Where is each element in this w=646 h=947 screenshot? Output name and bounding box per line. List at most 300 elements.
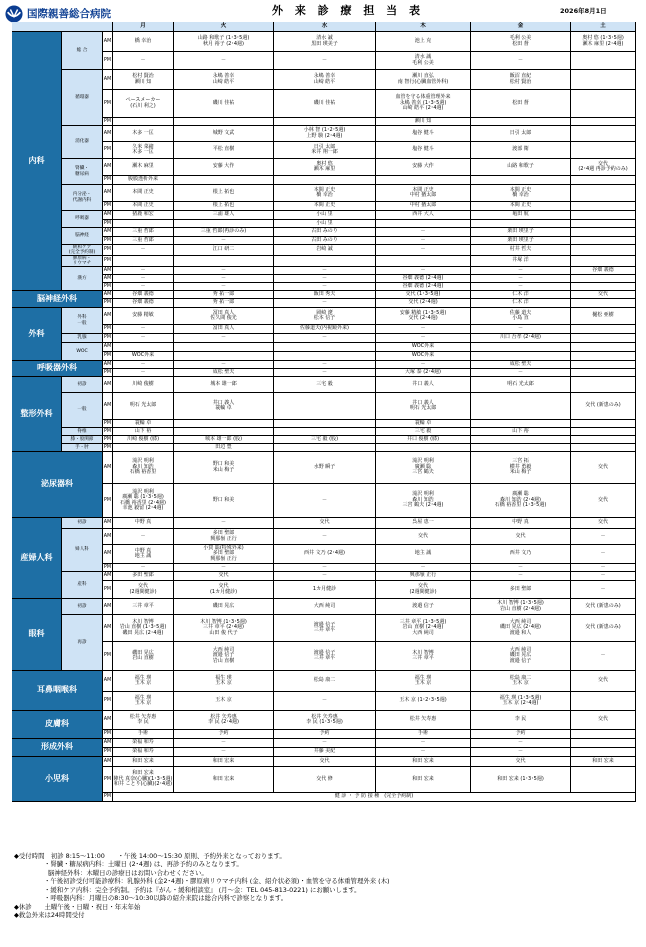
schedule-table <box>12 22 636 850</box>
schedule-cell: 滝沢 明利 森川 知浩 石橋 裕香里 <box>113 452 174 484</box>
schedule-cell <box>174 256 274 267</box>
schedule-cell <box>571 237 636 245</box>
schedule-cell: － <box>471 564 571 572</box>
dept-label: 泌尿器科 <box>12 452 103 518</box>
schedule-cell <box>471 352 571 361</box>
schedule-cell: 和田 宏来 (1･3･5週) <box>471 767 571 793</box>
schedule-cell <box>274 352 376 361</box>
schedule-cell <box>571 369 636 377</box>
schedule-cell: 日引 太郎 <box>471 126 571 142</box>
schedule-cell: 渡部 衛 <box>471 142 571 159</box>
schedule-cell: － <box>274 275 376 283</box>
schedule-cell: － <box>471 267 571 275</box>
schedule-cell: － <box>274 692 376 711</box>
schedule-cell <box>274 118 376 126</box>
schedule-cell: 三井 章平 (1･3･5週) 岩山 直樹 (2･4週) 大西 純司 <box>376 615 471 642</box>
schedule-cell: 交代 <box>571 484 636 518</box>
day-header: 月 <box>113 22 174 32</box>
schedule-cell: 山下 裕 <box>471 428 571 436</box>
schedule-cell: 安藤 精敏 <box>113 308 174 325</box>
ampm-cell: PM <box>103 730 113 739</box>
schedule-cell: 平松 直樹 <box>174 142 274 159</box>
ampm-cell: AM <box>103 159 113 176</box>
schedule-cell: 川崎 俊樹 <box>113 377 174 393</box>
schedule-cell: 小山 里 <box>274 211 376 220</box>
ampm-cell: AM <box>103 343 113 352</box>
schedule-cell <box>274 393 376 420</box>
schedule-cell: 三浦 雄人 <box>174 211 274 220</box>
schedule-cell <box>571 220 636 228</box>
schedule-cell: 本間 正史 橋 幸治 <box>471 185 571 202</box>
schedule-cell: 本間 正史 <box>471 202 571 211</box>
schedule-cell <box>113 256 174 267</box>
ampm-cell: PM <box>103 642 113 671</box>
schedule-cell: － <box>471 52 571 70</box>
schedule-cell: － <box>376 228 471 237</box>
schedule-cell: － <box>113 52 174 70</box>
schedule-cell: 渡邉 信子 <box>376 599 471 615</box>
schedule-cell: 三宅 毅 <box>376 428 471 436</box>
schedule-cell: － <box>274 739 376 748</box>
subdept-label: 再診 <box>62 615 103 671</box>
schedule-cell: 大西 純司 磯田 晃広 渡邉 信子 <box>471 642 571 671</box>
schedule-cell: 滝沢 明利 廣瀬 聡 三宮 鶴夫 <box>376 452 471 484</box>
ampm-cell: PM <box>103 484 113 518</box>
schedule-cell: － <box>174 52 274 70</box>
schedule-cell: 奥村 悠 瀬木 麻里 <box>274 159 376 176</box>
schedule-cell <box>376 220 471 228</box>
schedule-cell: － <box>174 518 274 529</box>
schedule-cell: WOC外来 <box>376 352 471 361</box>
schedule-cell <box>571 90 636 118</box>
schedule-cell <box>571 118 636 126</box>
schedule-cell <box>571 739 636 748</box>
schedule-cell: WOC外来 <box>113 352 174 361</box>
schedule-cell: 瀬川 知 <box>376 118 471 126</box>
schedule-cell: － <box>471 275 571 283</box>
schedule-cell <box>571 748 636 757</box>
schedule-cell: 本間 正史 <box>274 202 376 211</box>
schedule-cell <box>174 352 274 361</box>
schedule-cell: 福生 瑛 玉木 京 <box>113 671 174 692</box>
subdept-label: 産科 <box>62 572 103 599</box>
schedule-cell: － <box>571 564 636 572</box>
subdept-label: 漢方 <box>62 267 103 291</box>
schedule-cell: 仁木 洋 <box>471 291 571 299</box>
schedule-cell: － <box>274 334 376 343</box>
schedule-cell <box>274 176 376 185</box>
schedule-cell <box>571 377 636 393</box>
schedule-cell: 玉木 京 <box>174 692 274 711</box>
schedule-cell <box>376 176 471 185</box>
schedule-cell: 瀬川 直弘 南 智行(心臓血管外科) <box>376 70 471 90</box>
schedule-cell: 松田 督 <box>471 90 571 118</box>
schedule-cell <box>471 176 571 185</box>
schedule-cell: 山下 裕 <box>113 428 174 436</box>
schedule-cell: － <box>113 267 174 275</box>
schedule-cell: 橋 幸治 <box>113 32 174 52</box>
ampm-cell: PM <box>103 581 113 599</box>
schedule-cell: － <box>274 484 376 518</box>
subdept-label: 脊椎 <box>62 428 103 436</box>
ampm-cell: PM <box>103 436 113 444</box>
day-header: 土 <box>571 22 636 32</box>
ampm-cell: PM <box>103 176 113 185</box>
schedule-cell <box>471 420 571 428</box>
schedule-cell <box>471 220 571 228</box>
schedule-cell: － <box>174 748 274 757</box>
schedule-cell: 和田 宏来 <box>174 757 274 767</box>
schedule-cell: 交代 (2･4週) <box>376 299 471 308</box>
schedule-cell: － <box>274 564 376 572</box>
schedule-cell: 古田 みのり <box>274 228 376 237</box>
ampm-cell: AM <box>103 393 113 420</box>
schedule-cell: 岩崎 誠 <box>274 245 376 256</box>
schedule-cell: 大塚 泰 (2･4週) <box>376 369 471 377</box>
schedule-cell: － <box>174 564 274 572</box>
schedule-cell: 交代 (新患のみ) <box>571 599 636 615</box>
schedule-cell: 城本 雄一郎 (股) <box>174 436 274 444</box>
schedule-cell: 松井 矢寿惠 <box>376 711 471 730</box>
ampm-cell: AM <box>103 545 113 564</box>
schedule-cell: － <box>376 361 471 369</box>
schedule-cell: 榮福 和寿 <box>113 748 174 757</box>
hospital-logo-icon <box>5 5 23 23</box>
schedule-cell: － <box>471 748 571 757</box>
schedule-cell: 佐藤 道夫 小島 直 <box>471 308 571 325</box>
ampm-cell: AM <box>103 185 113 202</box>
schedule-cell <box>571 52 636 70</box>
schedule-cell: 城本 雄一郎 <box>174 377 274 393</box>
schedule-cell: 予約 <box>274 730 376 739</box>
schedule-cell <box>113 343 174 352</box>
schedule-cell <box>571 256 636 267</box>
footer-line: ◆休診 土曜午後・日曜・祝日・年末年始 <box>14 902 141 911</box>
ampm-cell: AM <box>103 615 113 642</box>
schedule-cell: 安藤 大作 <box>174 159 274 176</box>
schedule-cell: 松島 康二 <box>274 671 376 692</box>
ampm-cell: PM <box>103 90 113 118</box>
schedule-cell: － <box>471 283 571 291</box>
dept-label: 皮膚科 <box>12 711 103 739</box>
subdept-label: 乳腺 <box>62 334 103 343</box>
schedule-cell <box>471 393 571 420</box>
ampm-cell: AM <box>103 711 113 730</box>
day-header: 金 <box>471 22 571 32</box>
schedule-cell: 奥村 悠 (1･3･5週) 瀬木 麻里 (2･4週) <box>571 32 636 52</box>
schedule-cell <box>274 343 376 352</box>
schedule-cell: 和田 宏来 陣代 真奈(心臓)(1･3･5週) 和井 ことり(心臓)(2･4週) <box>113 767 174 793</box>
schedule-cell: 飯沼 直紀 松村 賢治 <box>471 70 571 90</box>
schedule-cell: 小賀 聡(特殊外来) 多田 聖郎 興那嶺 正行 <box>174 545 274 564</box>
schedule-cell: 井口 俊樹 (膝) <box>376 436 471 444</box>
schedule-cell: ペースメーカー (石川 利之) <box>113 90 174 118</box>
schedule-cell: 交代 <box>571 711 636 730</box>
schedule-cell: 山路 和歌子 (1･3･5週) 秋月 裕子 (2･4週) <box>174 32 274 52</box>
schedule-cell: 交代 (2･4週 再診予約のみ) <box>571 159 636 176</box>
schedule-cell <box>471 436 571 444</box>
schedule-cell <box>571 692 636 711</box>
schedule-cell: 谷畑 義德 (2･4週) <box>376 283 471 291</box>
schedule-cell <box>174 343 274 352</box>
dept-label: 整形外科 <box>12 377 62 452</box>
schedule-cell: 交代 (1カ月健診) <box>174 581 274 599</box>
schedule-cell <box>571 202 636 211</box>
schedule-cell: 松井 矢寿惠 李 民 <box>113 711 174 730</box>
schedule-cell <box>376 256 471 267</box>
schedule-cell: － <box>376 748 471 757</box>
schedule-cell: 池上 克 <box>376 32 471 52</box>
schedule-cell <box>571 142 636 159</box>
schedule-cell: － <box>274 361 376 369</box>
subdept-label: 手・肘 <box>62 444 103 452</box>
schedule-cell: 小林 智 (1･2･5週) 上野 駿 (2･4週) <box>274 126 376 142</box>
subdept-label: 膠原病・ リウマチ <box>62 256 103 267</box>
schedule-cell <box>174 428 274 436</box>
schedule-cell: 中野 真 <box>113 518 174 529</box>
schedule-cell: 交代 <box>376 529 471 545</box>
schedule-cell: 永嶋 善幸 山崎 皓平 <box>274 70 376 90</box>
ampm-cell: AM <box>103 518 113 529</box>
schedule-cell: － <box>174 237 274 245</box>
schedule-cell: 冨田 真人 <box>174 325 274 334</box>
ampm-cell: PM <box>103 299 113 308</box>
schedule-cell: － <box>113 245 174 256</box>
schedule-cell: 田辺 豊 <box>174 444 274 452</box>
schedule-cell: 地主 誠 <box>376 545 471 564</box>
schedule-cell: 和田 宏来 <box>113 757 174 767</box>
schedule-cell: 予約 <box>471 730 571 739</box>
footer-line: ◆救急外来は24時間受付 <box>14 911 85 920</box>
ampm-cell: AM <box>103 529 113 545</box>
schedule-cell: 榮福 和寿 <box>113 739 174 748</box>
schedule-cell <box>571 325 636 334</box>
schedule-cell <box>571 126 636 142</box>
ampm-cell: PM <box>103 767 113 793</box>
schedule-cell: 呉屋 恵一 <box>376 518 471 529</box>
schedule-cell: － <box>571 642 636 671</box>
ampm-cell: AM <box>103 757 113 767</box>
schedule-cell <box>571 228 636 237</box>
subdept-label: 内分泌・ 代謝内科 <box>62 185 103 211</box>
schedule-cell: 永嶋 善幸 山崎 皓平 <box>174 70 274 90</box>
schedule-cell: 福生 瑛 玉木 京 <box>376 671 471 692</box>
schedule-cell: 三重 哲郎(再診のみ) <box>174 228 274 237</box>
subdept-label: WOC <box>62 343 103 361</box>
schedule-cell: 井口 義人 蓑輪 卓 <box>174 393 274 420</box>
schedule-cell: 秀 拓一郎 <box>174 291 274 299</box>
schedule-cell <box>274 256 376 267</box>
ampm-cell: AM <box>103 739 113 748</box>
ampm-cell: PM <box>103 237 113 245</box>
schedule-cell: 蓑輪 卓 <box>113 420 174 428</box>
schedule-cell: 秀 拓一郎 <box>174 299 274 308</box>
ampm-cell: AM <box>103 377 113 393</box>
ampm-cell: AM <box>103 572 113 581</box>
schedule-cell: － <box>376 267 471 275</box>
schedule-cell: 福生 瑛 (1･3･5週) 玉木 京 (2･4週) <box>471 692 571 711</box>
schedule-cell <box>113 444 174 452</box>
schedule-cell: － <box>174 739 274 748</box>
schedule-cell <box>113 220 174 228</box>
schedule-cell: 交代 (2週間健診) <box>376 581 471 599</box>
schedule-cell: 玉木 京 (1･2･3･5週) <box>376 692 471 711</box>
schedule-cell: 根上 拓也 <box>174 202 274 211</box>
schedule-cell: － <box>571 545 636 564</box>
schedule-cell: 廣瀬 聡 森川 知浩 (2･4週) 石橋 裕香里 (1･3･5週) <box>471 484 571 518</box>
schedule-cell <box>571 428 636 436</box>
dept-label: 耳鼻咽喉科 <box>12 671 103 711</box>
footer-line: ・腎臓・糖尿病内科：土曜日 (2･4週) は、再診予約のみとなります。 <box>44 860 243 869</box>
schedule-cell: 渡邉 信子 三井 章平 <box>274 615 376 642</box>
ampm-cell: PM <box>103 428 113 436</box>
schedule-cell <box>571 352 636 361</box>
schedule-cell: 多田 聖郎 <box>113 572 174 581</box>
subdept-label: 消化器 <box>62 126 103 159</box>
ampm-cell: AM <box>103 671 113 692</box>
schedule-cell: 三重 哲郎 <box>113 228 174 237</box>
schedule-cell <box>571 245 636 256</box>
ampm-cell: AM <box>103 211 113 220</box>
schedule-cell: 西井 文乃 <box>471 545 571 564</box>
schedule-cell: 山路 和歌子 <box>471 159 571 176</box>
schedule-cell: 城野 文武 <box>174 126 274 142</box>
schedule-cell: － <box>471 572 571 581</box>
day-header: 火 <box>174 22 274 32</box>
dept-label: 眼科 <box>12 599 62 671</box>
ampm-cell: AM <box>103 32 113 52</box>
subdept-label: 初診 <box>62 377 103 393</box>
schedule-cell: 滝沢 明利 廣瀬 聡 (1･3･5週) 石橋 裕香里 (2･4週) 幸池 毅留 (2･4週) <box>113 484 174 518</box>
schedule-cell: 栗田 瑛里子 <box>471 228 571 237</box>
ampm-cell: PM <box>103 52 113 70</box>
schedule-cell: 猪鹿 和宏 <box>113 211 174 220</box>
schedule-cell: 滝沢 明利 森川 知浩 三宮 鶴夫 (2･4週) <box>376 484 471 518</box>
schedule-cell: 交代 修 <box>274 767 376 793</box>
subdept-label: 膝・股関節 <box>62 436 103 444</box>
schedule-cell: － <box>274 283 376 291</box>
subdept-label: 総 合 <box>62 32 103 70</box>
ampm-cell: PM <box>103 245 113 256</box>
schedule-cell <box>571 361 636 369</box>
schedule-cell <box>571 334 636 343</box>
schedule-cell: 江口 研二 <box>174 245 274 256</box>
schedule-cell: 日引 太郎 米井 翔一郎 <box>274 142 376 159</box>
schedule-cell: － <box>113 275 174 283</box>
footer-line: 脳神経外科：木曜日の診療日はお問い合わせください。 <box>48 868 208 877</box>
ampm-cell: PM <box>103 142 113 159</box>
schedule-cell: 成松 聖夫 <box>174 369 274 377</box>
schedule-cell <box>376 444 471 452</box>
schedule-cell: － <box>113 325 174 334</box>
schedule-cell: － <box>376 739 471 748</box>
schedule-cell: 健 診 ・ 予 防 接 種 (完全予約制) <box>113 793 636 802</box>
schedule-cell: 飯田 秀夫 <box>274 291 376 299</box>
schedule-cell: 交代 <box>471 529 571 545</box>
ampm-cell: PM <box>103 748 113 757</box>
schedule-cell: － <box>274 529 376 545</box>
schedule-cell: 清水 誠 黒田 瑛美子 <box>274 32 376 52</box>
schedule-cell: 磯川 佳祐 <box>174 90 274 118</box>
schedule-cell: 1カ月健診 <box>274 581 376 599</box>
schedule-cell: 谷畑 義德 <box>571 267 636 275</box>
ampm-cell: PM <box>103 420 113 428</box>
schedule-cell: 興那嶺 正行 <box>376 572 471 581</box>
schedule-cell: － <box>376 325 471 334</box>
page-title: 外 来 診 療 担 当 表 <box>272 4 424 17</box>
schedule-cell <box>571 275 636 283</box>
schedule-cell: 蓑輪 卓 <box>376 420 471 428</box>
schedule-cell: 交代 (新患のみ) <box>571 615 636 642</box>
schedule-cell <box>571 767 636 793</box>
schedule-cell: 川崎 俊樹 (膝) <box>113 436 174 444</box>
schedule-cell: 和田 宏来 <box>571 757 636 767</box>
schedule-cell: － <box>113 334 174 343</box>
dept-label: 脳神経外科 <box>12 291 103 308</box>
schedule-cell: 手術 <box>376 730 471 739</box>
schedule-cell: 福生 瑛 玉木 京 <box>113 692 174 711</box>
schedule-cell: 川口 吾孝 (2･4週) <box>471 334 571 343</box>
schedule-cell: － <box>113 564 174 572</box>
schedule-cell <box>174 220 274 228</box>
ampm-cell: PM <box>103 202 113 211</box>
schedule-cell: 松井 矢寿惠 李 民 (1･3･5週) <box>274 711 376 730</box>
schedule-cell: － <box>174 334 274 343</box>
schedule-cell: 大西 純司 <box>274 599 376 615</box>
ampm-cell: AM <box>103 267 113 275</box>
schedule-cell: 木川 智博 岩山 直樹 (1･3･5週) 磯田 晃広 (2･4週) <box>113 615 174 642</box>
schedule-cell: 渡邉 信子 三井 章平 <box>274 642 376 671</box>
day-header: 水 <box>274 22 376 32</box>
schedule-cell <box>174 420 274 428</box>
dept-label: 呼吸器外科 <box>12 361 103 377</box>
schedule-cell: － <box>274 572 376 581</box>
schedule-cell: 磯川 佳祐 <box>274 90 376 118</box>
schedule-cell: － <box>174 361 274 369</box>
schedule-cell: 交代 <box>274 518 376 529</box>
schedule-cell: 佐藤道夫(内視鏡外来) <box>274 325 376 334</box>
schedule-cell: 木川 智博 (1･3･5週) 岩山 直樹 (2･4週) <box>471 599 571 615</box>
schedule-cell: － <box>113 361 174 369</box>
schedule-cell: 松村 賢治 瀬川 知 <box>113 70 174 90</box>
schedule-cell: 塩谷 健斗 <box>376 126 471 142</box>
schedule-cell <box>571 70 636 90</box>
schedule-cell: 交代 (新患のみ) <box>571 393 636 420</box>
dept-label: 外科 <box>12 308 62 361</box>
schedule-cell: 大西 純司 磯田 晃広 (2･4週) 渡邉 和人 <box>471 615 571 642</box>
schedule-cell: 安藤 精敏 (1･3･5週) 交代 (2･4週) <box>376 308 471 325</box>
schedule-cell <box>174 118 274 126</box>
ampm-cell: PM <box>103 283 113 291</box>
ampm-cell: AM <box>103 291 113 299</box>
schedule-cell: 本間 正史 <box>113 185 174 202</box>
ampm-cell: PM <box>103 325 113 334</box>
ampm-cell: PM <box>103 369 113 377</box>
corner-cell <box>12 22 113 32</box>
schedule-cell: 安藤 大作 <box>376 159 471 176</box>
schedule-cell: 手術 <box>113 730 174 739</box>
schedule-cell: 多田 聖郎 興那嶺 正行 <box>174 529 274 545</box>
footer-line: ・緩和ケア内科：完全予約制。予約は『がん・緩和相談室』 (月～金：TEL 045-813-0221) にお願いします。 <box>44 885 361 894</box>
schedule-cell: 小山 里 <box>274 220 376 228</box>
subdept-label: 脳神経 <box>62 228 103 245</box>
schedule-cell: 交代 <box>174 572 274 581</box>
schedule-cell <box>571 730 636 739</box>
schedule-cell: 瀬木 麻里 <box>113 159 174 176</box>
schedule-cell <box>471 444 571 452</box>
ampm-cell: AM <box>103 228 113 237</box>
hospital-name: 国際親善総合病院 <box>27 8 111 20</box>
